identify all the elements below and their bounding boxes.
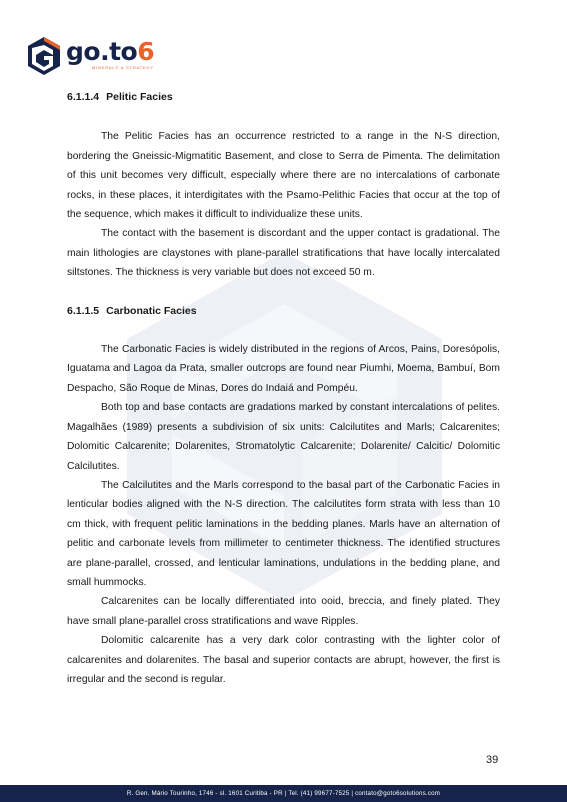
document-body (67, 88, 500, 689)
paragraph: The contact with the basement is discordant and the upper contact is gradational. The main lithologies are claystones with plane-parallel stratifications that have locally intercalated siltstones. The thickness is very variable but does not exceed 50 m. (67, 228, 500, 279)
footer-contact-text: R. Gen. Mário Tourinho, 1746 - sl. 1601 Curitiba - PR | Tel. (41) 99677-7525 | contato@goto6solutions.com (126, 790, 441, 797)
paragraph: Both top and base contacts are gradations marked by constant intercalations of pelites. Magalhães (1989) presents a subdivision of six units: Calcilutites and Marls; Calcarenites; Dolomitic Calcarenite; Dolarenites, Stromatolytic Calcarenite; Dolarenite/ Calcitic/ Dolomitic Calcilutites. (67, 402, 500, 472)
logo-tagline: MINERALS & STRATEGY (92, 65, 154, 70)
section-heading-carbonatic: 6.1.1.5 Carbonatic Facies (67, 304, 197, 317)
footer-bar (0, 785, 567, 802)
paragraph: Dolomitic calcarenite has a very dark color contrasting with the lighter color of calcarenites and dolarenites. The basal and superior contacts are abrupt, however, the first is irregular and the second is regular. (67, 635, 500, 685)
paragraph: The Calcilutites and the Marls correspond to the basal part of the Carbonatic Facies in lenticular bodies aligned with the N-S direction. The calcilutites form strata with less than 10 cm thick, with frequent pelitic laminations in the bedding planes. Marls have an alternation of pelitic and carbonate levels from millimeter to centimeter thickness. The identified structures are plane-parallel, crossed, and lenticular laminations, undulations in the bedding plane, and small hummocks. (67, 479, 500, 588)
paragraph: The Carbonatic Facies is widely distributed in the regions of Arcos, Pains, Doresópolis, Iguatama and Lagoa da Prata, smaller outcrops are found near Piumhi, Moema, Bambuí, Bom Despacho, São Roque de Minas, Dores do Indaiá and Pompéu. (67, 344, 500, 394)
paragraph: Calcarenites can be locally differentiated into ooid, breccia, and finely plated. They have small plane-parallel cross stratifications and wave Ripples. (67, 596, 500, 627)
page-number: 39 (486, 754, 499, 766)
hexagon-g-icon (26, 36, 62, 76)
paragraph: The Pelitic Facies has an occurrence restricted to a range in the N-S direction, bordering the Gneissic-Migmatitic Basement, and close to Serra de Pimenta. The delimitation of this unit becomes very difficult, especially where there are no intercalations of carbonate rocks, in these places, it interdigitates with the Psamo-Pelithic Facies that occur at the top of the sequence, which makes it difficult to individualize these units. (67, 131, 500, 221)
section-heading-pelitic: 6.1.1.4 Pelitic Facies (67, 91, 173, 103)
logo-wordmark: go.to6 (66, 37, 155, 66)
